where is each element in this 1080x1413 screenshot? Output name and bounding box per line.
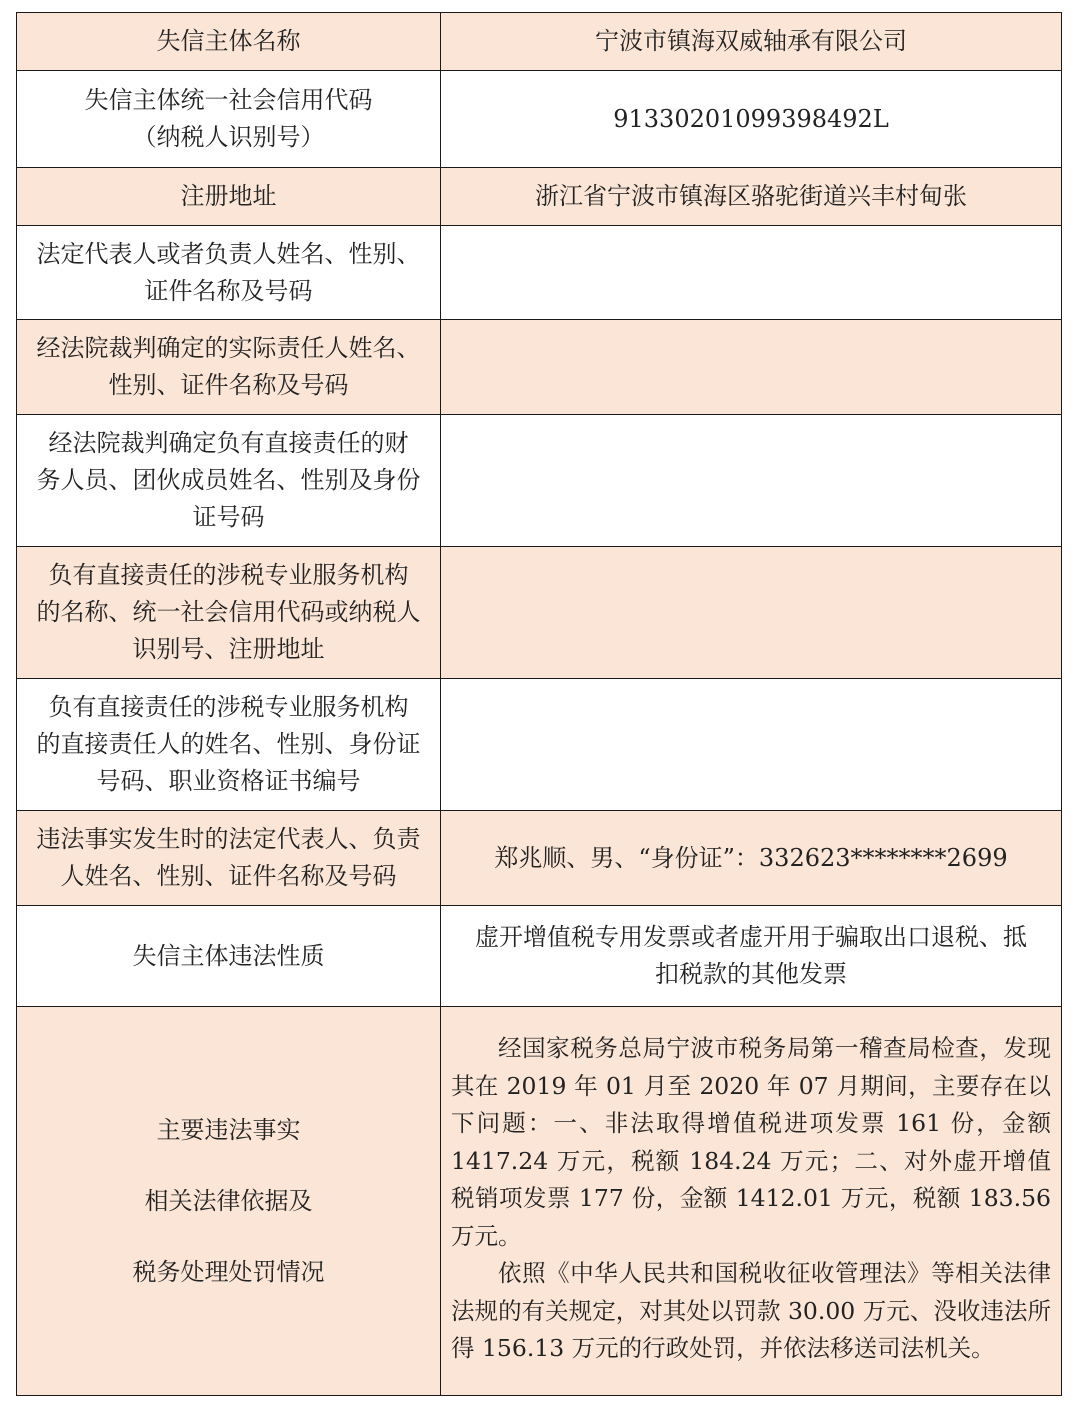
label-agency-responsible-person: 负有直接责任的涉税专业服务机构 的直接责任人的姓名、性别、身份证 号码、职业资格证书编号 [17,679,441,811]
value-finance-staff [441,415,1062,547]
row-legal-representative [17,226,1062,320]
row-representative-at-violation [17,811,1062,906]
value-entity-name: 宁波市镇海双威轴承有限公司 [441,13,1062,71]
value-legal-representative [441,226,1062,320]
label-representative-at-violation: 违法事实发生时的法定代表人、负责 人姓名、性别、证件名称及号码 [17,811,441,906]
row-violation-nature [17,906,1062,1007]
value-service-agency [441,547,1062,679]
row-service-agency [17,547,1062,679]
row-agency-responsible-person [17,679,1062,811]
label-entity-name: 失信主体名称 [17,13,441,71]
dishonest-entity-table [16,12,1062,1396]
label-finance-staff: 经法院裁判确定负有直接责任的财 务人员、团伙成员姓名、性别及身份 证号码 [17,415,441,547]
row-credit-code [17,71,1062,168]
value-registered-address: 浙江省宁波市镇海区骆驼街道兴丰村甸张 [441,168,1062,226]
row-registered-address [17,168,1062,226]
label-actual-responsible-person: 经法院裁判确定的实际责任人姓名、 性别、证件名称及号码 [17,320,441,415]
value-representative-at-violation: 郑兆顺、男、“身份证”：332623********2699 [441,811,1062,906]
row-entity-name [17,13,1062,71]
value-agency-responsible-person [441,679,1062,811]
value-main-facts [441,1007,1062,1396]
label-service-agency: 负有直接责任的涉税专业服务机构 的名称、统一社会信用代码或纳税人 识别号、注册地址 [17,547,441,679]
row-finance-staff [17,415,1062,547]
label-registered-address: 注册地址 [17,168,441,226]
row-actual-responsible-person [17,320,1062,415]
value-credit-code: 91330201099398492L [441,71,1062,168]
label-credit-code: 失信主体统一社会信用代码 （纳税人识别号） [17,71,441,168]
label-violation-nature: 失信主体违法性质 [17,906,441,1007]
value-actual-responsible-person [441,320,1062,415]
row-main-facts [17,1007,1062,1396]
label-legal-representative: 法定代表人或者负责人姓名、性别、 证件名称及号码 [17,226,441,320]
facts-paragraph-inspection: 经国家税务总局宁波市税务局第一稽查局检查，发现其在 2019 年 01 月至 2020 年 07 月期间，主要存在以下问题：一、非法取得增值税进项发票 161 份，金额 1417.24 万元，税额 184.24 万元；二、对外虚开增值税销项发票 177 份，金额 1412.01 万元，税额 183.56 万元。 [451,1034,1051,1250]
label-main-facts: 主要违法事实 相关法律依据及 税务处理处罚情况 [17,1007,441,1396]
facts-paragraph-penalty: 依照《中华人民共和国税收征收管理法》等相关法律法规的有关规定，对其处以罚款 30.00 万元、没收违法所得 156.13 万元的行政处罚，并依法移送司法机关。 [451,1259,1051,1363]
value-violation-nature: 虚开增值税专用发票或者虚开用于骗取出口退税、抵 扣税款的其他发票 [441,906,1062,1007]
